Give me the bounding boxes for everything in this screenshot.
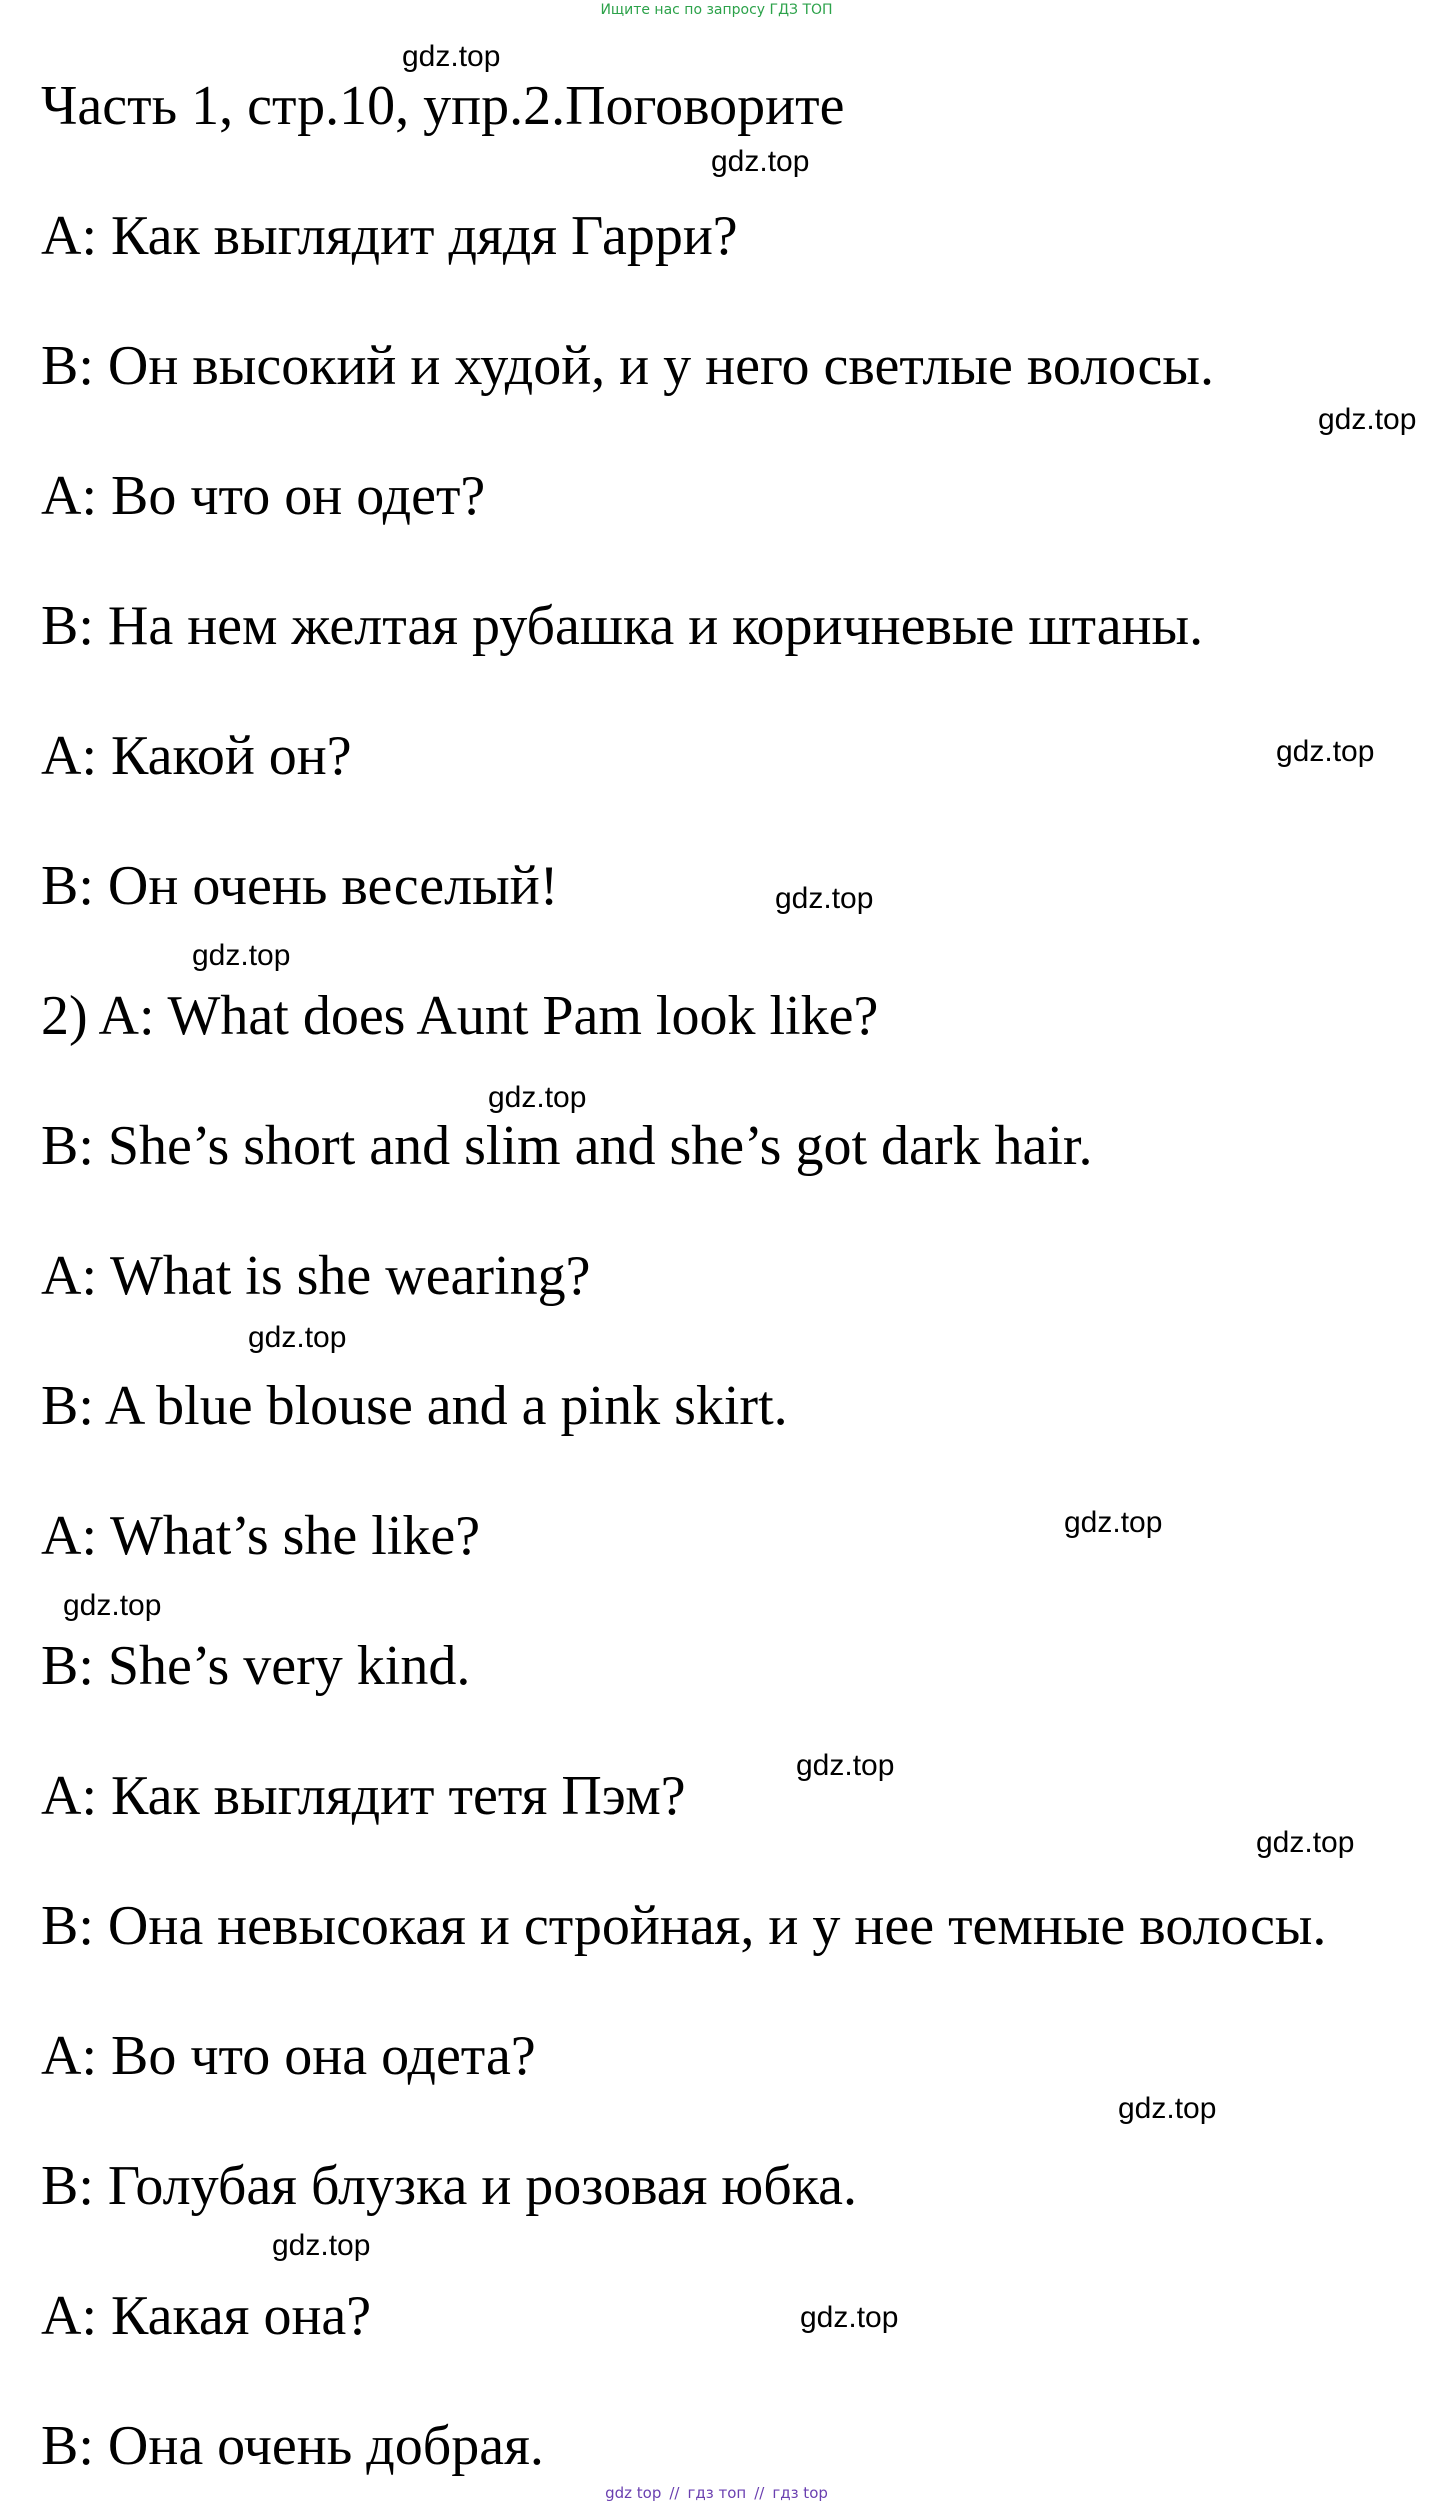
watermark: gdz.top [800, 2301, 899, 2334]
text-line-12: B: She’s very kind. [41, 1635, 471, 1697]
footer-separator: // [754, 2484, 765, 2502]
watermark: gdz.top [1318, 403, 1417, 436]
footer-item: гдз топ [687, 2484, 747, 2502]
watermark: gdz.top [488, 1081, 587, 1114]
watermark: gdz.top [402, 40, 501, 73]
text-line-16: B: Голубая блузка и розовая юбка. [41, 2155, 857, 2217]
text-line-9: A: What is she wearing? [41, 1245, 591, 1307]
watermark: gdz.top [272, 2229, 371, 2262]
watermark: gdz.top [248, 1321, 347, 1354]
footer-item: gdz top [605, 2484, 662, 2502]
text-line-7: 2) A: What does Aunt Pam look like? [41, 985, 879, 1047]
watermark: gdz.top [1256, 1826, 1355, 1859]
watermark: gdz.top [1118, 2092, 1217, 2125]
watermark: gdz.top [775, 882, 874, 915]
text-line-3: A: Во что он одет? [41, 465, 486, 527]
text-line-17: A: Какая она? [41, 2285, 372, 2347]
footer-separator: // [669, 2484, 680, 2502]
watermark: gdz.top [1276, 735, 1375, 768]
watermark: gdz.top [192, 939, 291, 972]
top-banner: Ищите нас по запросу ГДЗ ТОП [600, 2, 833, 18]
watermark: gdz.top [711, 145, 810, 178]
footer-item: гдз top [772, 2484, 828, 2502]
text-line-4: B: На нем желтая рубашка и коричневые штаны. [41, 595, 1204, 657]
watermark: gdz.top [796, 1749, 895, 1782]
text-line-1: A: Как выглядит дядя Гарри? [41, 205, 738, 267]
page-title: Часть 1, стр.10, упр.2.Поговорите [41, 75, 845, 137]
text-line-15: A: Во что она одета? [41, 2025, 536, 2087]
text-line-13: A: Как выглядит тетя Пэм? [41, 1765, 686, 1827]
watermark: gdz.top [63, 1589, 162, 1622]
text-line-2: B: Он высокий и худой, и у него светлые волосы. [41, 335, 1214, 397]
text-line-6: B: Он очень веселый! [41, 855, 559, 917]
text-line-14: B: Она невысокая и стройная, и у нее темные волосы. [41, 1895, 1327, 1957]
watermark: gdz.top [1064, 1506, 1163, 1539]
text-line-5: A: Какой он? [41, 725, 352, 787]
text-line-18: B: Она очень добрая. [41, 2415, 544, 2477]
footer-watermark [0, 2484, 1433, 2502]
text-line-11: A: What’s she like? [41, 1505, 481, 1567]
text-line-8: B: She’s short and slim and she’s got dark hair. [41, 1115, 1093, 1177]
text-line-10: B: A blue blouse and a pink skirt. [41, 1375, 788, 1437]
